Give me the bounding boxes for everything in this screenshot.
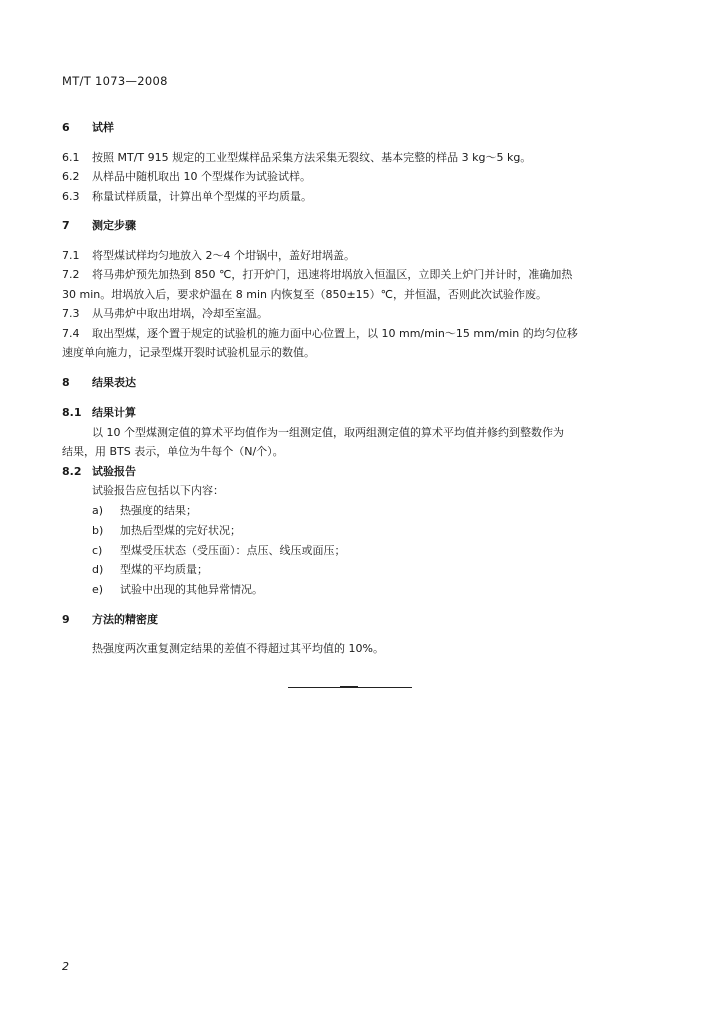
list-item [92, 504, 197, 518]
section-number: 9 [62, 613, 70, 626]
page-number: 2 [62, 960, 69, 973]
clause-7-4-cont: 速度单向施力，记录型煤开裂时试验机显示的数值。 [62, 346, 315, 359]
clause-text: 将马弗炉预先加热到 850 ℃，打开炉门，迅速将坩埚放入恒温区，立即关上炉门并计时，准确加热 [92, 268, 573, 281]
section-number: 8 [62, 376, 70, 389]
clause-7-4 [62, 327, 578, 341]
clause-number: 7.3 [62, 307, 80, 320]
section-9-heading [62, 613, 158, 627]
list-item [92, 583, 263, 597]
clause-8-1-cont: 结果，用 BTS 表示，单位为牛每个（N/个）。 [62, 445, 284, 458]
clause-number: 6.3 [62, 190, 80, 203]
clause-6-3 [62, 190, 312, 204]
section-title: 试样 [92, 121, 114, 134]
clause-number: 6.2 [62, 170, 80, 183]
list-text: 热强度的结果； [120, 504, 197, 517]
standard-code: MT/T 1073—2008 [62, 74, 168, 88]
clause-text: 从样品中随机取出 10 个型煤作为试验试样。 [92, 170, 311, 183]
list-marker: d) [92, 563, 104, 576]
section-6-heading [62, 121, 114, 135]
clause-6-2 [62, 170, 311, 184]
subsection-8-2-heading [62, 465, 136, 479]
report-intro: 试验报告应包括以下内容： [92, 484, 224, 497]
subsection-title: 试验报告 [92, 465, 136, 478]
end-rule [288, 687, 412, 688]
subsection-title: 结果计算 [92, 406, 136, 419]
clause-number: 6.1 [62, 151, 80, 164]
subsection-8-1-heading [62, 406, 136, 420]
list-marker: a) [92, 504, 104, 517]
clause-7-2 [62, 268, 572, 282]
clause-8-1-text: 以 10 个型煤测定值的算术平均值作为一组测定值，取两组测定值的算术平均值并修约到整数作为 [92, 426, 564, 439]
list-item [92, 563, 208, 577]
clause-text: 称量试样质量，计算出单个型煤的平均质量。 [92, 190, 312, 203]
list-item [92, 524, 241, 538]
section-number: 6 [62, 121, 70, 134]
list-marker: b) [92, 524, 104, 537]
list-marker: c) [92, 544, 103, 557]
clause-6-1 [62, 151, 531, 165]
clause-7-1 [62, 249, 355, 263]
section-title: 测定步骤 [92, 219, 136, 232]
section-7-heading [62, 219, 136, 233]
clause-number: 7.1 [62, 249, 80, 262]
subsection-number: 8.1 [62, 406, 82, 419]
list-text: 型煤的平均质量； [120, 563, 208, 576]
list-text: 型煤受压状态（受压面）：点压、线压或面压； [120, 544, 346, 557]
clause-text: 取出型煤，逐个置于规定的试验机的施力面中心位置上，以 10 mm/min～15 mm/min 的均匀位移 [92, 327, 578, 340]
list-marker: e) [92, 583, 104, 596]
clause-number: 7.4 [62, 327, 80, 340]
clause-7-2-cont: 30 min。坩埚放入后，要求炉温在 8 min 内恢复至（850±15）℃，并恒温，否则此次试验作废。 [62, 288, 548, 301]
list-item [92, 544, 346, 558]
precision-text: 热强度两次重复测定结果的差值不得超过其平均值的 10%。 [92, 642, 384, 655]
clause-text: 按照 MT/T 915 规定的工业型煤样品采集方法采集无裂纹、基本完整的样品 3 kg～5 kg。 [92, 151, 532, 164]
clause-text: 从马弗炉中取出坩埚，冷却至室温。 [92, 307, 268, 320]
clause-number: 7.2 [62, 268, 80, 281]
subsection-number: 8.2 [62, 465, 82, 478]
section-8-heading [62, 376, 136, 390]
clause-7-3 [62, 307, 268, 321]
section-title: 方法的精密度 [92, 613, 158, 626]
section-number: 7 [62, 219, 70, 232]
list-text: 试验中出现的其他异常情况。 [120, 583, 263, 596]
section-title: 结果表达 [92, 376, 136, 389]
clause-text: 将型煤试样均匀地放入 2～4 个坩锅中，盖好坩埚盖。 [92, 249, 355, 262]
list-text: 加热后型煤的完好状况； [120, 524, 241, 537]
